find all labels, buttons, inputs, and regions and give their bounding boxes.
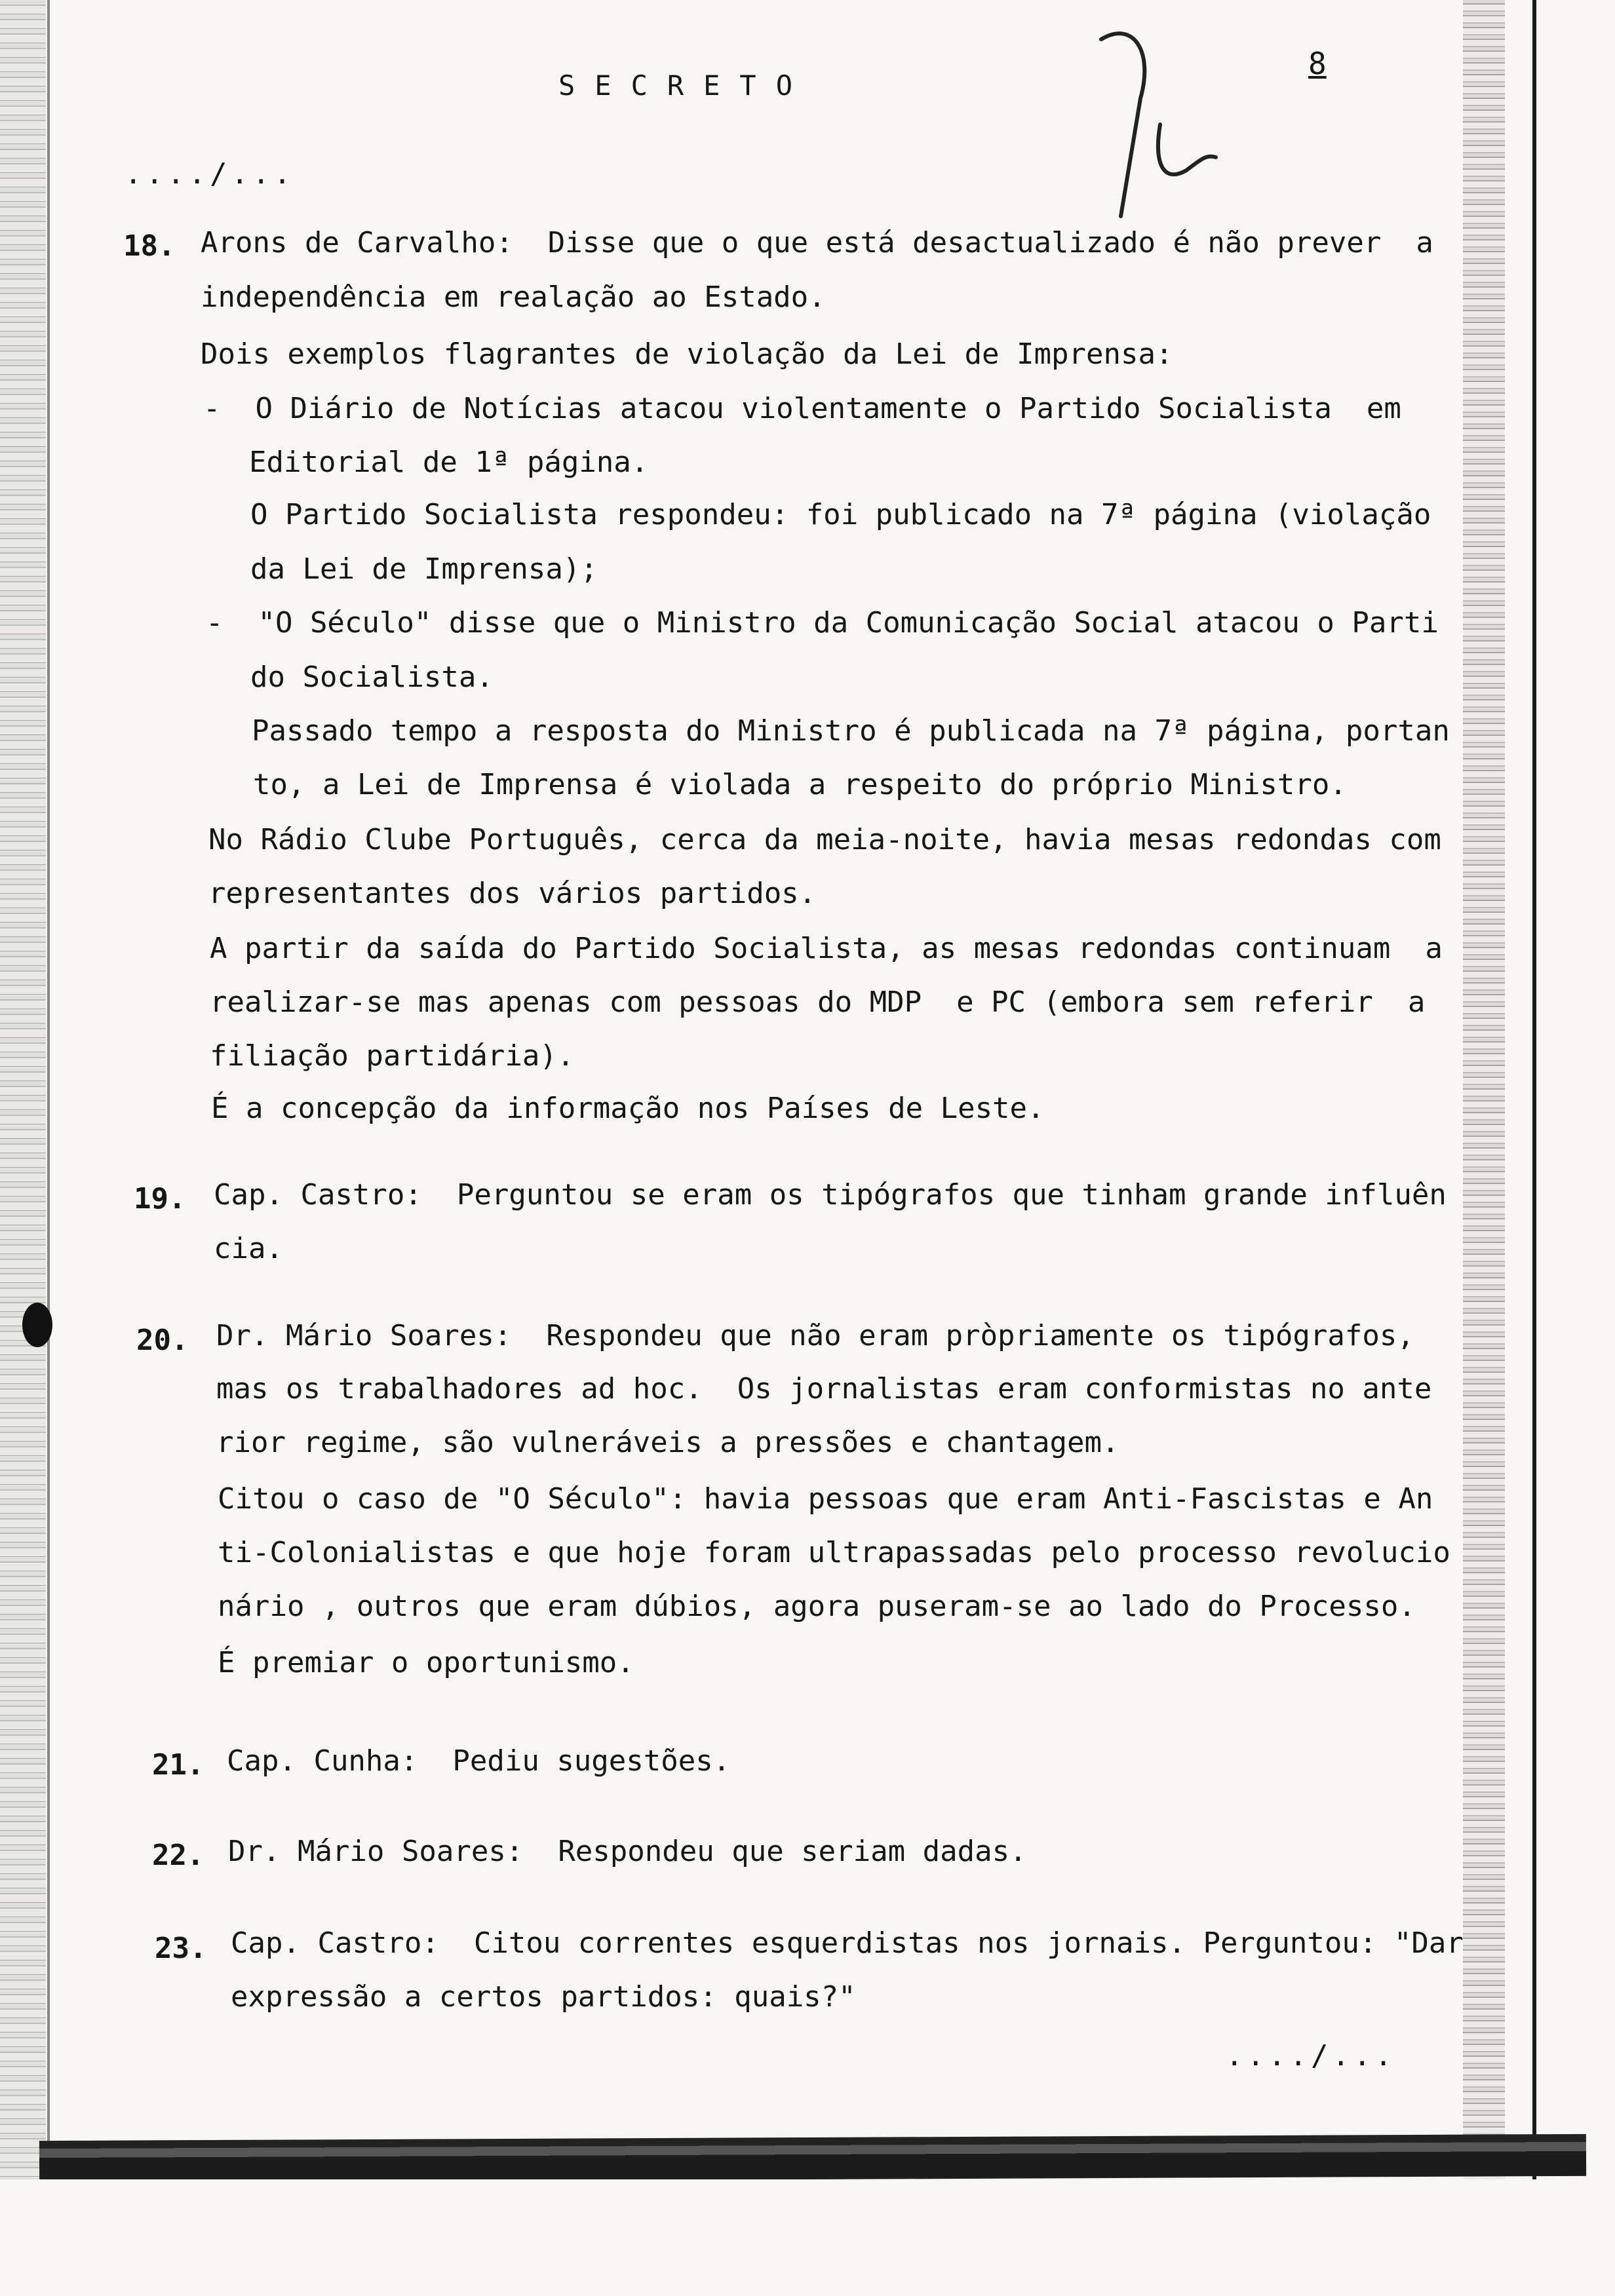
item-18-line: - O Diário de Notícias atacou violentamente o Partido Socialista em — [203, 392, 1401, 425]
item-21-line: Cap. Cunha: Pediu sugestões. — [227, 1744, 731, 1778]
item-18-line: do Socialista. — [250, 660, 494, 694]
classification-header: SECRETO — [558, 69, 813, 102]
item-18-line: - "O Século" disse que o Ministro da Comunicação Social atacou o Parti — [206, 606, 1439, 640]
item-18-line: É a concepção da informação nos Países de Leste. — [211, 1092, 1045, 1125]
item-18-line: to, a Lei de Imprensa é violada a respeito do próprio Ministro. — [253, 768, 1347, 801]
continuation-mark-top: ..../... — [125, 157, 295, 191]
item-20-line: É premiar o oportunismo. — [218, 1646, 634, 1679]
item-18-line: O Partido Socialista respondeu: foi publicado na 7ª página (violação — [250, 498, 1431, 531]
item-20-line: Dr. Mário Soares: Respondeu que não eram pròpriamente os tipógrafos, — [216, 1319, 1414, 1352]
item-number: 20. — [136, 1324, 189, 1357]
item-18-line: independência em realação ao Estado. — [201, 280, 826, 314]
item-18-line: realizar-se mas apenas com pessoas do MDP e PC (embora sem referir a — [210, 985, 1426, 1019]
item-19-line: Cap. Castro: Perguntou se eram os tipógrafos que tinham grande influên — [214, 1178, 1447, 1212]
scan-edge-right — [1463, 0, 1505, 2215]
item-number: 23. — [155, 1932, 207, 1965]
item-23-line: Cap. Castro: Citou correntes esquerdistas nos jornais. Perguntou: "Dar — [231, 1926, 1464, 1960]
item-20-line: Citou o caso de "O Século": havia pessoas que eram Anti-Fascistas e An — [218, 1482, 1433, 1516]
item-18-line: representantes dos vários partidos. — [208, 877, 817, 910]
item-18-line: No Rádio Clube Português, cerca da meia-noite, havia mesas redondas com — [208, 823, 1441, 856]
item-20-line: mas os trabalhadores ad hoc. Os jornalistas eram conformistas no ante — [216, 1372, 1432, 1406]
scan-edge-line-left — [47, 0, 50, 2296]
scan-margin-bottom — [0, 2179, 1615, 2296]
item-18-line: A partir da saída do Partido Socialista, as mesas redondas continuam a — [210, 932, 1443, 965]
item-20-line: nário , outros que eram dúbios, agora puseram-se ao lado do Processo. — [218, 1590, 1416, 1623]
item-18-line: Passado tempo a resposta do Ministro é publicada na 7ª página, portan — [252, 714, 1450, 748]
item-18-line: Arons de Carvalho: Disse que o que está desactualizado é não prever a — [201, 226, 1433, 259]
page-border-right — [1532, 0, 1536, 2189]
item-20-line: rior regime, são vulneráveis a pressões e chantagem. — [216, 1426, 1119, 1459]
item-19-line: cia. — [214, 1232, 283, 1265]
scan-shadow-bottom — [39, 2134, 1586, 2183]
item-number: 21. — [152, 1748, 204, 1782]
item-18-line: Editorial de 1ª página. — [249, 446, 649, 479]
item-22-line: Dr. Mário Soares: Respondeu que seriam dadas. — [228, 1835, 1027, 1868]
scan-edge-left — [0, 0, 46, 2296]
item-number: 22. — [152, 1839, 204, 1872]
punch-hole — [22, 1303, 52, 1347]
item-20-line: ti-Colonialistas e que hoje foram ultrapassadas pelo processo revolucio — [218, 1536, 1450, 1569]
item-number: 19. — [134, 1182, 186, 1215]
item-18-line: da Lei de Imprensa); — [250, 552, 598, 586]
item-18-line: filiação partidária). — [210, 1039, 575, 1073]
handwritten-signature — [1075, 26, 1258, 223]
continuation-mark-bottom: ..../... — [1226, 2039, 1396, 2073]
item-number: 18. — [123, 229, 176, 263]
item-23-line: expressão a certos partidos: quais?" — [231, 1980, 856, 2014]
item-18-line: Dois exemplos flagrantes de violação da Lei de Imprensa: — [201, 337, 1173, 371]
page-number: 8 — [1308, 46, 1327, 81]
